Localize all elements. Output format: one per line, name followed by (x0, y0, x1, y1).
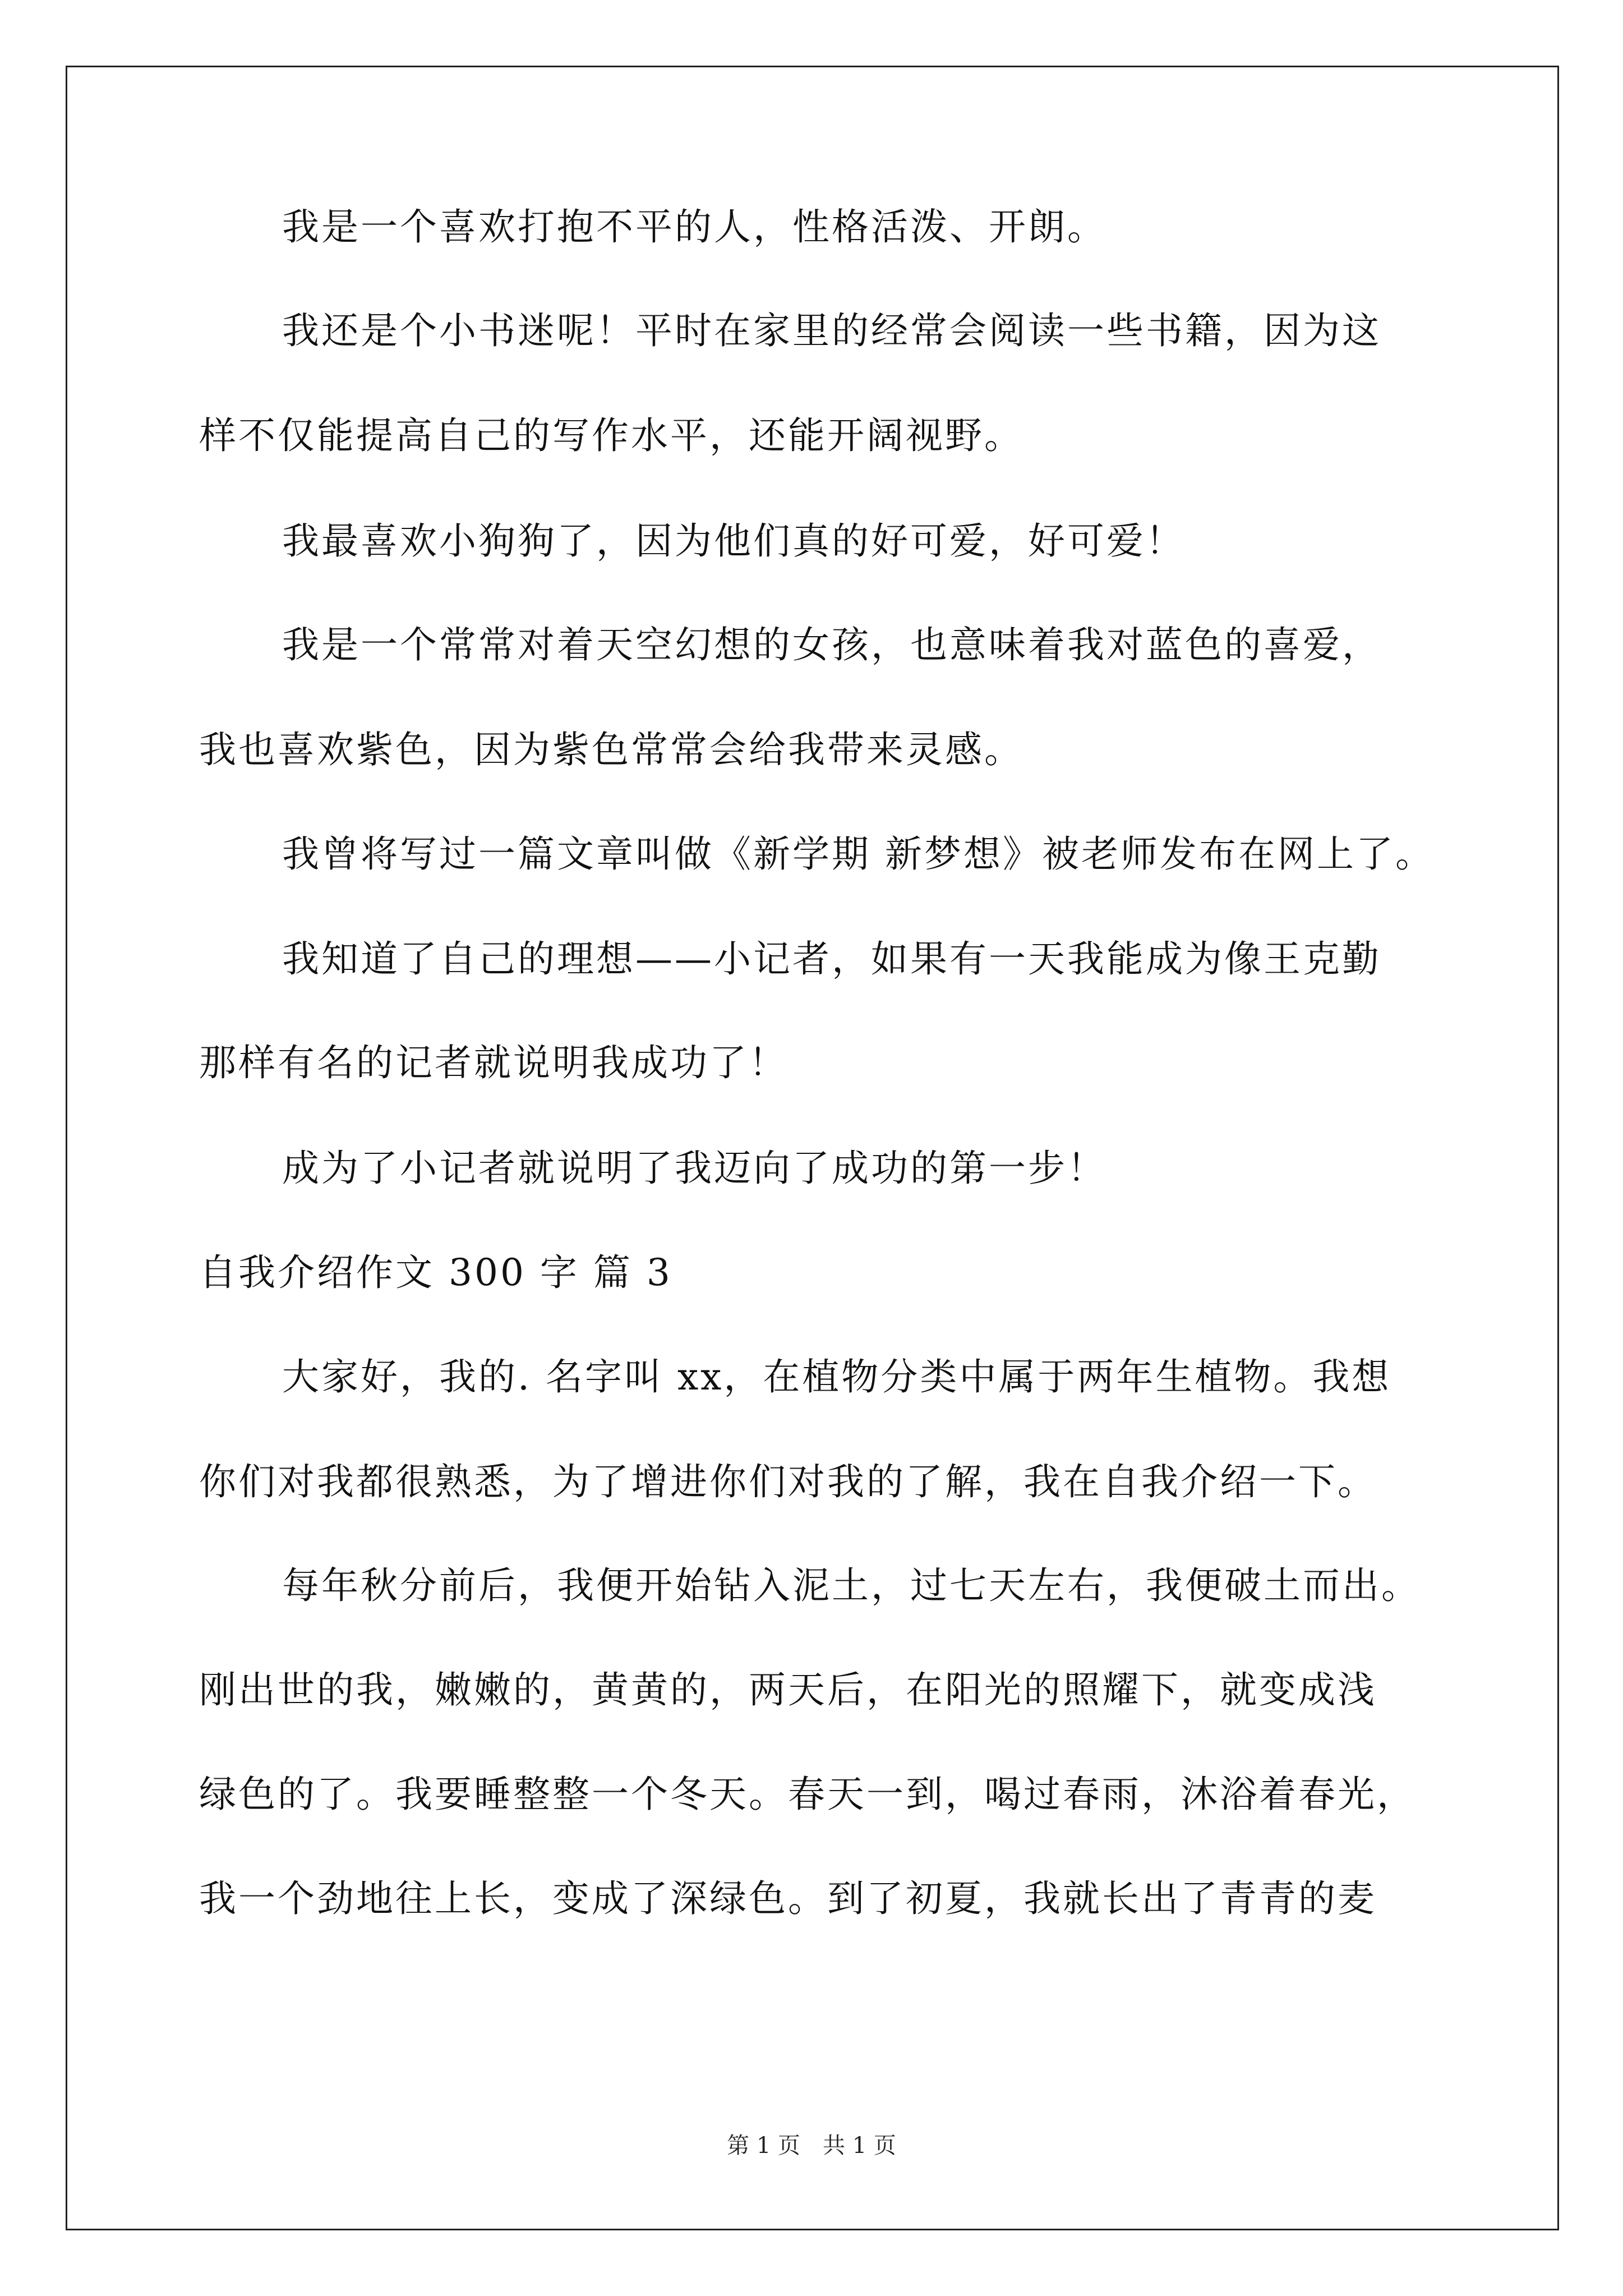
text-line: 我是一个喜欢打抱不平的人，性格活泼、开朗。 (282, 205, 1106, 249)
text-line: 你们对我都很熟悉，为了增进你们对我的了解，我在自我介绍一下。 (199, 1460, 1377, 1503)
text-line: 成为了小记者就说明了我迈向了成功的第一步！ (282, 1147, 1106, 1190)
page-number-footer: 第 1 页 共 1 页 (727, 2133, 896, 2159)
text-line: 我知道了自己的理想——小记者，如果有一天我能成为像王克勤 (282, 937, 1381, 981)
text-line: 我还是个小书迷呢！平时在家里的经常会阅读一些书籍，因为这 (282, 309, 1381, 352)
text-line: 我曾将写过一篇文章叫做《新学期 新梦想》被老师发布在网上了。 (282, 832, 1435, 876)
text-line: 刚出世的我，嫩嫩的，黄黄的，两天后，在阳光的照耀下，就变成浅 (199, 1668, 1377, 1711)
text-line: 大家好，我的. 名字叫 xx，在植物分类中属于两年生植物。我想 (282, 1355, 1391, 1398)
text-line: 那样有名的记者就说明我成功了！ (199, 1041, 788, 1084)
text-line: 绿色的了。我要睡整整一个冬天。春天一到，喝过春雨，沐浴着春光， (199, 1773, 1416, 1816)
section-heading: 自我介绍作文 300 字 篇 3 (199, 1251, 672, 1294)
text-line: 我一个劲地往上长，变成了深绿色。到了初夏，我就长出了青青的麦 (199, 1877, 1377, 1920)
text-line: 每年秋分前后，我便开始钻入泥土，过七天左右，我便破土而出。 (282, 1564, 1421, 1607)
text-line: 样不仅能提高自己的写作水平，还能开阔视野。 (199, 414, 1023, 457)
text-line: 我最喜欢小狗狗了，因为他们真的好可爱，好可爱！ (282, 519, 1185, 563)
text-line: 我是一个常常对着天空幻想的女孩，也意味着我对蓝色的喜爱， (282, 623, 1381, 666)
text-line: 我也喜欢紫色，因为紫色常常会给我带来灵感。 (199, 728, 1023, 771)
